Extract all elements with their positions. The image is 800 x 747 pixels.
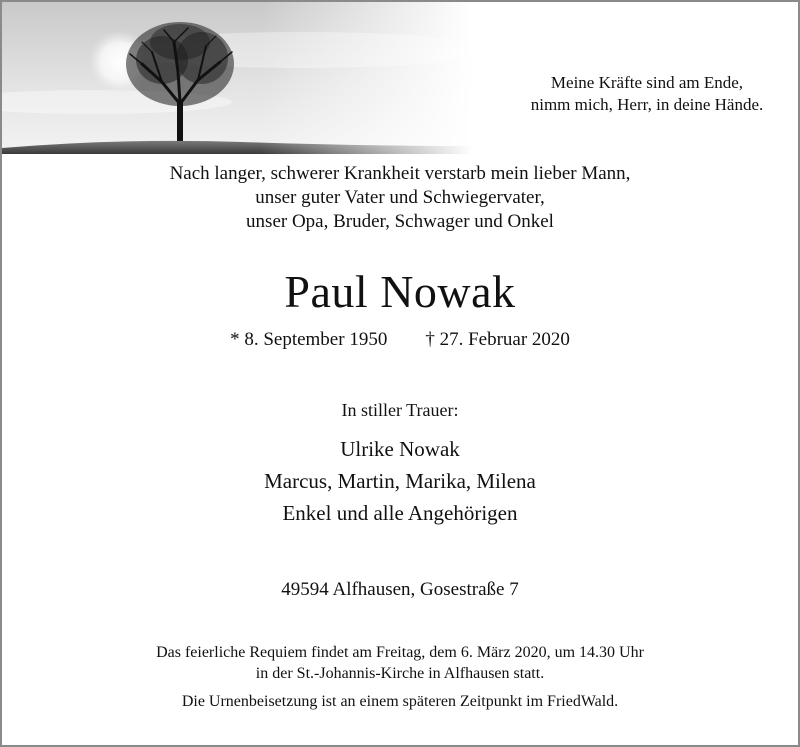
mourner-line: Ulrike Nowak <box>340 437 460 461</box>
family-address: 49594 Alfhausen, Gosestraße 7 <box>281 579 519 600</box>
intro-text <box>2 162 798 234</box>
mourner-line: Marcus, Martin, Marika, Milena <box>264 469 536 493</box>
verse-line-1: Meine Kräfte sind am Ende, <box>550 73 744 92</box>
requiem-info <box>2 642 798 684</box>
deceased-name: Paul Nowak <box>284 266 516 317</box>
tree-landscape-image <box>2 2 472 154</box>
requiem-line-2: in der St.-Johannis-Kirche in Alfhausen statt. <box>255 665 545 682</box>
death-date: † 27. Februar 2020 <box>425 329 570 350</box>
verse-quote <box>462 72 800 116</box>
requiem-line-1: Das feierliche Requiem findet am Freitag, dem 6. März 2020, um 14.30 Uhr <box>156 644 644 661</box>
mourning-label: In stiller Trauer: <box>341 400 459 420</box>
life-dates <box>2 328 798 352</box>
intro-line-1: Nach langer, schwerer Krankheit verstarb mein lieber Mann, <box>169 163 631 184</box>
verse-line-2: nimm mich, Herr, in deine Hände. <box>530 95 764 114</box>
intro-line-2: unser guter Vater und Schwiegervater, <box>255 187 545 208</box>
mourners-list <box>2 433 798 529</box>
burial-info: Die Urnenbeisetzung ist an einem späteren Zeitpunkt im FriedWald. <box>181 693 619 710</box>
intro-line-3: unser Opa, Bruder, Schwager und Onkel <box>246 211 554 232</box>
mourner-line: Enkel und alle Angehörigen <box>282 501 518 525</box>
birth-date: * 8. September 1950 <box>230 329 388 350</box>
